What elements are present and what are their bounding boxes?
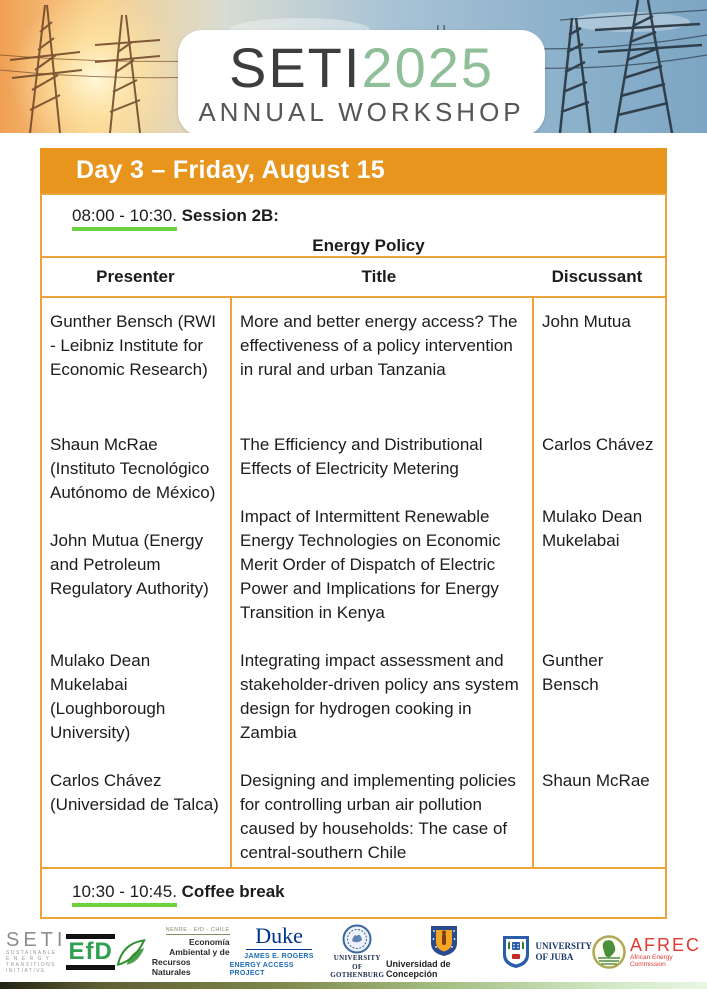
seti-logo	[6, 930, 66, 974]
presenter-cell: Mulako Dean Mukelabai (Loughborough University)	[50, 651, 166, 742]
juba-line: UNIVERSITY	[535, 941, 592, 951]
session-line	[72, 206, 665, 226]
event-logo-title	[228, 36, 495, 99]
title-cell: Impact of Intermittent Renewable Energy Technologies on Economic Merit Order of Dispatch of Electric Power and Implications for Energy Transition in Kenya	[240, 507, 501, 622]
gothenburg-logo	[329, 924, 387, 980]
concepcion-shield-icon	[430, 925, 458, 957]
presenter-cell: Carlos Chávez (Universidad de Talca)	[50, 771, 219, 814]
discussant-cell: Mulako Dean Mukelabai	[542, 507, 643, 550]
duke-wordmark: Duke	[255, 923, 303, 949]
nenre-logo-text	[152, 927, 230, 977]
afrec-text	[630, 936, 701, 969]
afrec-line: Commission	[629, 961, 666, 968]
coffee-label: Coffee break	[181, 882, 285, 901]
table-body	[40, 296, 667, 869]
juba-logo	[501, 935, 592, 969]
nenre-line: Recursos Naturales	[151, 957, 191, 977]
event-logo-subtitle: ANNUAL WORKSHOP	[198, 97, 525, 127]
discussant-cell: Shaun McRae	[542, 771, 650, 790]
efd-logo	[66, 934, 114, 970]
title-cell: Integrating impact assessment and stakeholder-driven policy ans system design for hydrogen cooking in Zambia	[240, 651, 519, 742]
afrec-line: African Energy	[629, 953, 673, 961]
gothenburg-line: UNIVERSITY OF	[333, 954, 381, 971]
discussant-cell: Gunther Bensch	[542, 651, 604, 694]
session-header-box	[40, 193, 667, 258]
header-photo	[0, 0, 707, 133]
duke-line: JAMES E. ROGERS	[244, 953, 314, 961]
title-cell: More and better energy access? The effectiveness of a policy intervention in rural and urban Tanzania	[240, 312, 518, 379]
seti-logo-subline: SUSTAINABLE	[6, 950, 57, 956]
duke-rule	[246, 949, 312, 950]
seti-logo-wordmark: SETI	[6, 929, 67, 951]
seti-logo-subline: INITIATIVE	[6, 968, 46, 974]
agenda-content	[40, 148, 667, 919]
nenre-line: Ambiental y de	[169, 947, 230, 957]
juba-text	[535, 941, 592, 963]
column-header-title: Title	[361, 267, 397, 286]
nenre-line: Economía	[188, 937, 230, 947]
efd-logo-wordmark: EfD	[66, 934, 114, 970]
title-cell: The Efficiency and Distributional Effects of Electricity Metering	[240, 435, 483, 478]
column-header-presenter: Presenter	[96, 267, 175, 286]
leaf-icon	[115, 935, 148, 969]
juba-line: OF JUBA	[535, 952, 574, 962]
sponsor-logos-footer	[0, 923, 707, 980]
afrec-logo	[592, 935, 701, 969]
coffee-break-box	[40, 867, 667, 919]
logo-year: 2025	[361, 36, 495, 99]
title-cell: Designing and implementing policies for controlling urban air pollution caused by households: The case of central-southern Chile	[240, 771, 516, 862]
afrec-wordmark: AFREC	[629, 934, 701, 955]
gothenburg-seal-icon	[342, 924, 372, 954]
seti-logo-subline: TRANSITIONS	[6, 962, 57, 968]
nenre-topline: NENRE - EfD - CHILE	[165, 927, 230, 933]
nenre-logo	[115, 927, 230, 977]
session-time: 08:00 - 10:30.	[72, 206, 177, 231]
column-header-discussant: Discussant	[551, 267, 643, 286]
column-divider	[230, 298, 232, 867]
seti-logo-subline: E N E R G Y	[6, 956, 51, 962]
session-label: Session 2B:	[181, 206, 279, 225]
day-banner	[40, 148, 667, 193]
duke-energy-access-logo	[230, 925, 329, 979]
discussant-cell: Carlos Chávez	[542, 435, 654, 454]
concepcion-label: Universidad de Concepción	[386, 959, 451, 979]
column-divider	[532, 298, 534, 867]
duke-line: ENERGY ACCESS PROJECT	[229, 961, 294, 978]
gothenburg-line: GOTHENBURG	[330, 971, 385, 980]
juba-shield-icon	[501, 935, 531, 969]
coffee-time: 10:30 - 10:45.	[72, 882, 177, 907]
presenter-cell: John Mutua (Energy and Petroleum Regulatory Authority)	[50, 531, 209, 598]
presenter-cell: Shaun McRae (Instituto Tecnológico Autónomo de México)	[50, 435, 216, 502]
concepcion-logo	[386, 925, 501, 979]
afrec-emblem-icon	[592, 935, 626, 969]
table-header-row	[40, 256, 667, 298]
logo-word: SETI	[228, 36, 362, 99]
presenter-cell: Gunther Bensch (RWI - Leibniz Institute for Economic Research)	[50, 312, 216, 379]
footer-gradient-bar	[0, 982, 707, 989]
event-logo-card	[178, 30, 545, 133]
session-topic: Energy Policy	[312, 236, 425, 255]
day-title: Day 3 – Friday, August 15	[76, 156, 385, 184]
discussant-cell: John Mutua	[542, 312, 631, 331]
